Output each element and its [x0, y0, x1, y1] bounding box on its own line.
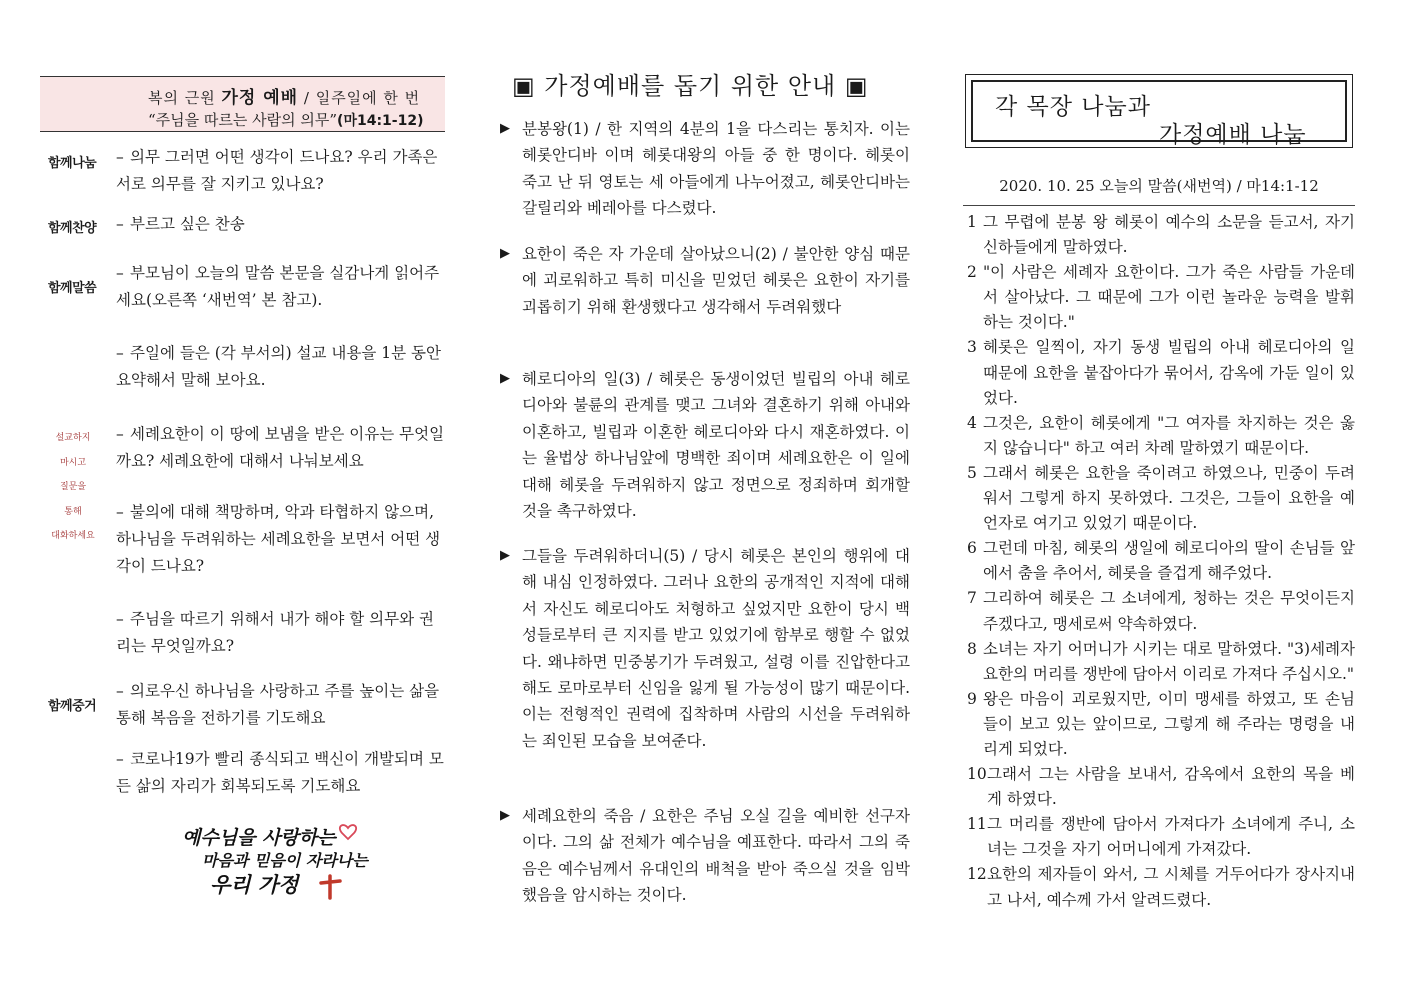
section-label: 함께말씀: [48, 281, 97, 296]
verse-number: 9: [967, 689, 977, 708]
guide-section: [498, 803, 910, 909]
verse-number: 6: [967, 539, 977, 558]
header-line-1: [148, 83, 420, 108]
section-text: – 부모님이 오늘의 말씀 본문을 실감나게 읽어주세요(오른쪽 ‘새번역’ 본 참고).: [116, 264, 440, 309]
triangle-bullet-icon: ▶: [500, 121, 510, 136]
section-body: 주일에 들은 (각 부서의) 설교 내용을 1분 동안 요약해서 말해 보아요.: [116, 344, 441, 389]
verse: [967, 411, 1355, 461]
section-body: 세례요한이 이 땅에 보냄을 받은 이유는 무엇일까요? 세례요한에 대해서 나눠보세요: [116, 425, 445, 470]
verse-text: 그래서 헤롯은 요한을 죽이려고 하였으나, 민중이 두려워서 그렇게 하지 못하였다. 그것은, 그들이 요한을 예언자로 여기고 있었기 때문이다.: [983, 463, 1355, 533]
section-body: 불의에 대해 책망하며, 악과 타협하지 않으며, 하나님을 두려워하는 세례요한을 보면서 어떤 생각이 드나요?: [116, 503, 441, 575]
verse-text: 그리하여 헤롯은 그 소녀에게, 청하는 것은 무엇이든지 주겠다고, 맹세로써 약속하였다.: [983, 589, 1355, 633]
triangle-bullet-icon: ▶: [500, 371, 510, 386]
cross-icon: [321, 876, 340, 898]
guide-section-text: 세례요한의 죽음 / 요한은 주님 오실 길을 예비한 선구자이다. 그의 삶 전체가 예수님을 예표한다. 따라서 그의 죽음은 예수님께서 유대인의 배척을 받아 죽으실 것을 임박했음을 암시하는 것이다.: [522, 807, 910, 905]
verse-number: 11: [967, 815, 987, 834]
scripture-verses: [967, 210, 1355, 913]
section-body: 의로우신 하나님을 사랑하고 주를 높이는 삶을 통해 복음을 전하기를 기도해요: [116, 682, 440, 727]
verse: [967, 335, 1355, 410]
signature-line-2: 마음과 믿음이 자라나는: [202, 851, 368, 870]
section-body: 의무 그러면 어떤 생각이 드나요? 우리 가족은 서로 의무를 잘 지키고 있나요?: [116, 148, 438, 193]
side-note: [40, 426, 106, 549]
triangle-bullet-icon: ▶: [500, 548, 510, 563]
header-reference: (마14:1-12): [337, 113, 424, 129]
verse-text: 요한의 제자들이 와서, 그 시체를 거두어다가 장사지내고 나서, 예수께 가서 알려드렸다.: [987, 865, 1355, 909]
guide-title: ▣ 가정예배를 돕기 위한 안내 ▣: [512, 72, 869, 100]
section-label: 함께중거: [48, 699, 97, 714]
verse-text: 그런데 마침, 헤롯의 생일에 헤로디아의 딸이 손님들 앞에서 춤을 추어서, 헤롯을 즐겁게 해주었다.: [983, 539, 1355, 583]
verse-number: 7: [967, 589, 977, 608]
header-prefix: 복의 근원: [148, 89, 222, 107]
section-body: 주님을 따르기 위해서 내가 해야 할 의무와 권리는 무엇일까요?: [116, 610, 435, 655]
section-body: 부모님이 오늘의 말씀 본문을 실감나게 읽어주세요(오른쪽 ‘새번역’ 본 참고).: [116, 264, 440, 309]
verse-text: 그것은, 요한이 헤롯에게 "그 여자를 차지하는 것은 옳지 않습니다" 하고 여러 차례 말하였기 때문이다.: [983, 413, 1355, 457]
verse: [967, 210, 1355, 260]
header-bold: 가정 예배: [221, 88, 299, 108]
verse-number: 4: [967, 413, 977, 432]
verse-number: 5: [967, 463, 977, 482]
guide-section-text: 헤로디아의 일(3) / 헤롯은 동생이었던 빌립의 아내 헤로디아와 불륜의 관계를 맺고 그녀와 결혼하기 위해 아내와 이혼하고, 빌립과 이혼한 헤로디아와 다시 재혼하였다. 이는 율법상 하나님앞에 명백한 죄이며 세례요한은 이 일에 대해 헤롯을 두려워하지 않고 정면으로 정죄하며 회개할 것을 촉구하였다.: [522, 370, 910, 521]
guide-section: [498, 241, 910, 320]
section-text: – 코로나19가 빨리 종식되고 백신이 개발되며 모든 삶의 자리가 회복되도록 기도해요: [116, 750, 444, 795]
signature-line-1: 예수님을 사랑하는: [182, 827, 336, 849]
guide-section-text: 그들을 두려워하더니(5) / 당시 헤롯은 본인의 행위에 대해 내심 인정하였다. 그러나 요한의 공개적인 지적에 대해서 자신도 헤로디아도 처형하고 싶었지만 요한이 당시 백성들로부터 큰 지지를 받고 있었기에 함부로 행할 수 없었다. 왜냐하면 민중봉기가 두려웠고, 설령 이를 진압한다고 해도 로마로부터 신임을 잃게 될 가능성이 많기 때문이다. 이는 전형적인 권력에 집착하며 사람의 시선을 두려워하는 죄인된 모습을 보여준다.: [522, 547, 910, 750]
guide-section-text: 요한이 죽은 자 가운데 살아났으니(2) / 불안한 양심 때문에 괴로워하고 특히 미신을 믿었던 헤롯은 요한이 자기를 괴롭히기 위해 환생했다고 생각해서 두려워했다: [522, 245, 910, 316]
section-body: 부르고 싶은 찬송: [130, 215, 245, 233]
verse-number: 8: [967, 639, 977, 658]
side-note-line: 통해: [64, 506, 82, 517]
worship-header: [40, 76, 445, 132]
side-note-line: 설교하지: [55, 433, 91, 443]
verse: [967, 260, 1355, 335]
guide-section: [498, 543, 910, 754]
verse-text: 그 머리를 쟁반에 담아서 가져다가 소녀에게 주니, 소녀는 그것을 자기 어머니에게 가져갔다.: [987, 815, 1355, 859]
section-label: 함께나눔: [48, 156, 97, 171]
verse-number: 10: [967, 765, 987, 784]
sharing-title-box: [965, 74, 1353, 148]
header-theme: “주님을 따르는 사람의 의무”: [148, 111, 338, 129]
heart-icon: [340, 825, 356, 839]
verse-number: 12: [967, 865, 987, 884]
verse: [967, 862, 1355, 912]
section-text: – 부르고 싶은 찬송: [116, 215, 245, 233]
verse-text: 왕은 마음이 괴로웠지만, 이미 맹세를 하였고, 또 손님들이 보고 있는 앞이므로, 그렇게 해 주라는 명령을 내리게 되었다.: [983, 689, 1355, 758]
verse: [967, 812, 1355, 862]
triangle-bullet-icon: ▶: [500, 808, 510, 823]
title-line-2: 가정예배 나눔: [1159, 122, 1307, 148]
section-text: – 주일에 들은 (각 부서의) 설교 내용을 1분 동안 요약해서 말해 보아요.: [116, 344, 441, 389]
section-text: – 의무 그러면 어떤 생각이 드나요? 우리 가족은 서로 의무를 잘 지키고 있나요?: [116, 148, 438, 193]
header-suffix: / 일주일에 한 번: [298, 89, 421, 107]
section-body: 코로나19가 빨리 종식되고 백신이 개발되며 모든 삶의 자리가 회복되도록 기도해요: [116, 750, 444, 795]
verse-text: 소녀는 자기 어머니가 시키는 대로 말하였다. "3)세례자 요한의 머리를 쟁반에 담아서 이리로 가져다 주십시오.": [983, 639, 1355, 683]
verse: [967, 637, 1355, 687]
verse: [967, 536, 1355, 586]
section-text: – 주님을 따르기 위해서 내가 해야 할 의무와 권리는 무엇일까요?: [116, 610, 435, 655]
side-note-line: 마시고: [59, 457, 87, 468]
calligraphy-signature: [180, 820, 380, 900]
title-box-inner: [971, 80, 1347, 148]
verse-text: 그래서 그는 사람을 보내서, 감옥에서 요한의 목을 베게 하였다.: [987, 765, 1355, 809]
section-label: 함께찬양: [48, 221, 97, 236]
guide-section: [498, 116, 910, 222]
verse-number: 1: [967, 213, 977, 231]
scripture-reference: 2020. 10. 25 오늘의 말씀(새번역) / 마14:1-12: [963, 175, 1355, 206]
section-text: – 의로우신 하나님을 사랑하고 주를 높이는 삶을 통해 복음을 전하기를 기도해요: [116, 682, 440, 727]
side-note-line: 대화하세요: [51, 531, 95, 541]
verse-text: 헤롯은 일찍이, 자기 동생 빌립의 아내 헤로디아의 일 때문에 요한을 붙잡아다가 묶어서, 감옥에 가둔 일이 있었다.: [983, 338, 1355, 407]
verse: [967, 461, 1355, 536]
verse: [967, 687, 1355, 762]
guide-section-text: 분봉왕(1) / 한 지역의 4분의 1을 다스리는 통치자. 이는 헤롯안디바 이며 헤롯대왕의 아들 중 한 명이다. 헤롯이 죽고 난 뒤 영토는 세 아들에게 나누어졌고, 헤롯안디바는 갈릴리와 베레아를 다스렸다.: [522, 120, 910, 218]
signature-line-3: 우리 가정: [210, 873, 299, 897]
verse: [967, 762, 1355, 812]
verse-number: 2: [967, 263, 977, 282]
section-text: – 세례요한이 이 땅에 보냄을 받은 이유는 무엇일까요? 세례요한에 대해서 나눠보세요: [116, 425, 445, 470]
guide-section: [498, 366, 910, 524]
verse-text: "이 사람은 세례자 요한이다. 그가 죽은 사람들 가운데서 살아났다. 그 때문에 그가 이런 놀라운 능력을 발휘하는 것이다.": [983, 263, 1355, 332]
triangle-bullet-icon: ▶: [500, 246, 510, 261]
side-note-line: 질문을: [59, 482, 87, 492]
verse: [967, 586, 1355, 636]
title-line-1: 각 목장 나눔과: [995, 94, 1151, 120]
verse-text: 그 무렵에 분봉 왕 헤롯이 예수의 소문을 듣고서, 자기 신하들에게 말하였다.: [983, 213, 1355, 257]
verse-number: 3: [967, 338, 977, 357]
section-text: – 불의에 대해 책망하며, 악과 타협하지 않으며, 하나님을 두려워하는 세례요한을 보면서 어떤 생각이 드나요?: [116, 503, 441, 575]
header-line-2: [148, 109, 423, 130]
